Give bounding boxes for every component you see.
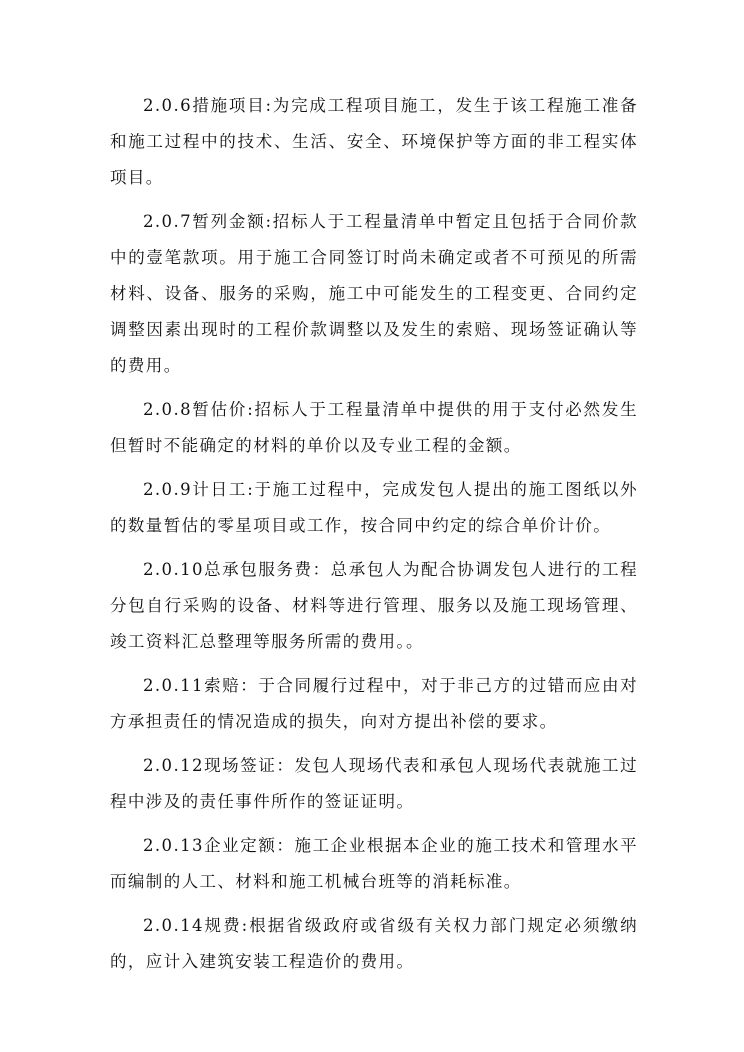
clause-2-0-7: 2.0.7暂列金额:招标人于工程量清单中暂定且包括于合同价款中的壹笔款项。用于施工合同签订时尚未确定或者不可预见的所需材料、设备、服务的采购，施工中可能发生的工程变更、合同约定调整因素出现时的工程价款调整以及发生的索赔、现场签证确认等的费用。 bbox=[110, 212, 638, 375]
clause-2-0-8: 2.0.8暂估价:招标人于工程量清单中提供的用于支付必然发生但暂时不能确定的材料的单价以及专业工程的金额。 bbox=[110, 400, 638, 455]
document-body bbox=[110, 88, 638, 988]
clause-2-0-9: 2.0.9计日工:于施工过程中，完成发包人提出的施工图纸以外的数量暂估的零星项目或工作，按合同中约定的综合单价计价。 bbox=[110, 480, 638, 535]
clause-2-0-13: 2.0.13企业定额：施工企业根据本企业的施工技术和管理水平而编制的人工、材料和施工机械台班等的消耗标准。 bbox=[110, 836, 638, 891]
clause-2-0-10: 2.0.10总承包服务费：总承包人为配合协调发包人进行的工程分包自行采购的设备、材料等进行管理、服务以及施工现场管理、竣工资料汇总整理等服务所需的费用。。 bbox=[110, 560, 638, 651]
clause-2-0-12: 2.0.12现场签证：发包人现场代表和承包人现场代表就施工过程中涉及的责任事件所作的签证证明。 bbox=[110, 756, 638, 811]
clause-2-0-11: 2.0.11索赔：于合同履行过程中，对于非己方的过错而应由对方承担责任的情况造成的损失，向对方提出补偿的要求。 bbox=[110, 676, 638, 731]
clause-2-0-14: 2.0.14规费:根据省级政府或省级有关权力部门规定必须缴纳的，应计入建筑安装工程造价的费用。 bbox=[110, 916, 638, 971]
clause-2-0-6: 2.0.6措施项目:为完成工程项目施工，发生于该工程施工准备和施工过程中的技术、生活、安全、环境保护等方面的非工程实体项目。 bbox=[110, 96, 638, 187]
